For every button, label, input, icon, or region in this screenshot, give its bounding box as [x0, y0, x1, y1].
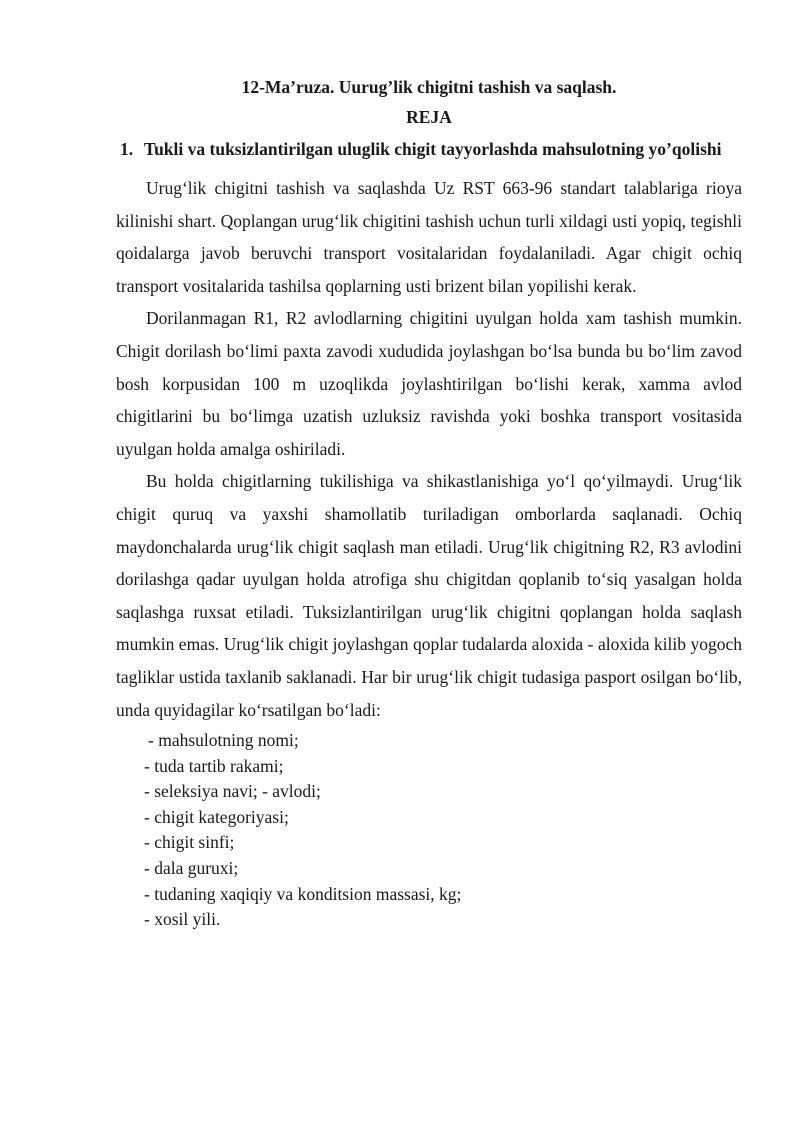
list-item: - xosil yili.: [144, 909, 221, 930]
list-item: - chigit sinfi;: [144, 832, 235, 853]
list-item: - dala guruxi;: [144, 858, 239, 879]
plan-item-text: Tukli va tuksizlantirilgan uluglik chigit tayyorlashda mahsulotning yo’qolishi: [144, 139, 722, 159]
paragraph-transport: Urug‘lik chigitni tashish va saqlashda Uz RST 663-96 standart talablariga rioya kilinishi shart. Qoplangan urug‘lik chigitini tashish uchun turli xildagi usti yopiq, tegishli qoidalarga javob beruvchi transport vositalaridan foydalaniladi. Agar chigit ochiq transport vositalarida tashilsa qoplarning usti brizent bilan yopilishi kerak.: [116, 178, 742, 296]
list-item: - chigit kategoriyasi;: [144, 806, 289, 827]
list-item: - mahsulotning nomi;: [148, 730, 299, 751]
list-item: - seleksiya navi; - avlodi;: [144, 781, 321, 802]
plan-item: [116, 136, 742, 162]
passport-fields-list: [116, 728, 742, 933]
plan-item-number: 1.: [120, 139, 134, 159]
plan-heading: REJA: [406, 107, 452, 127]
paragraph-bulk-transport: Dorilanmagan R1, R2 avlodlarning chigitini uyulgan holda xam tashish mumkin. Chigit dorilash bo‘limi paxta zavodi xududida joylashgan bo‘lsa bunda bu bo‘lim zavod bosh korpusidan 100 m uzoqlikda joylashtirilgan bo‘lishi kerak, xamma avlod chigitlarini bu bo‘limga uzatish uzluksiz ravishda yoki boshka transport vositasida uyulgan holda amalga oshiriladi.: [116, 308, 742, 459]
paragraph-storage: Bu holda chigitlarning tukilishiga va shikastlanishiga yo‘l qo‘yilmaydi. Urug‘lik chigit quruq va yaxshi shamollatib turiladigan omborlarda saqlanadi. Ochiq maydonchalarda urug‘lik chigit saqlash man etiladi. Urug‘lik chigitning R2, R3 avlodini dorilashga qadar uyulgan holda atrofiga shu chigitdan qoplanib to‘siq yasalgan holda saqlashga ruxsat etiladi. Tuksizlantirilgan urug‘lik chigitni qoplangan holda saqlash mumkin emas. Urug‘lik chigit joylashgan qoplar tudalarda aloxida - aloxida kilib yogoch tagliklar ustida taxlanib saklanadi. Har bir urug‘lik chigit tudasiga pasport osilgan bo‘lib, unda quyidagilar ko‘rsatilgan bo‘ladi:: [116, 471, 742, 720]
list-item: - tudaning xaqiqiy va konditsion massasi, kg;: [144, 883, 462, 904]
list-item: - tuda tartib rakami;: [144, 755, 284, 776]
document-page: [116, 74, 742, 933]
document-title: 12-Ma’ruza. Uurug’lik chigitni tashish va saqlash.: [241, 77, 617, 97]
